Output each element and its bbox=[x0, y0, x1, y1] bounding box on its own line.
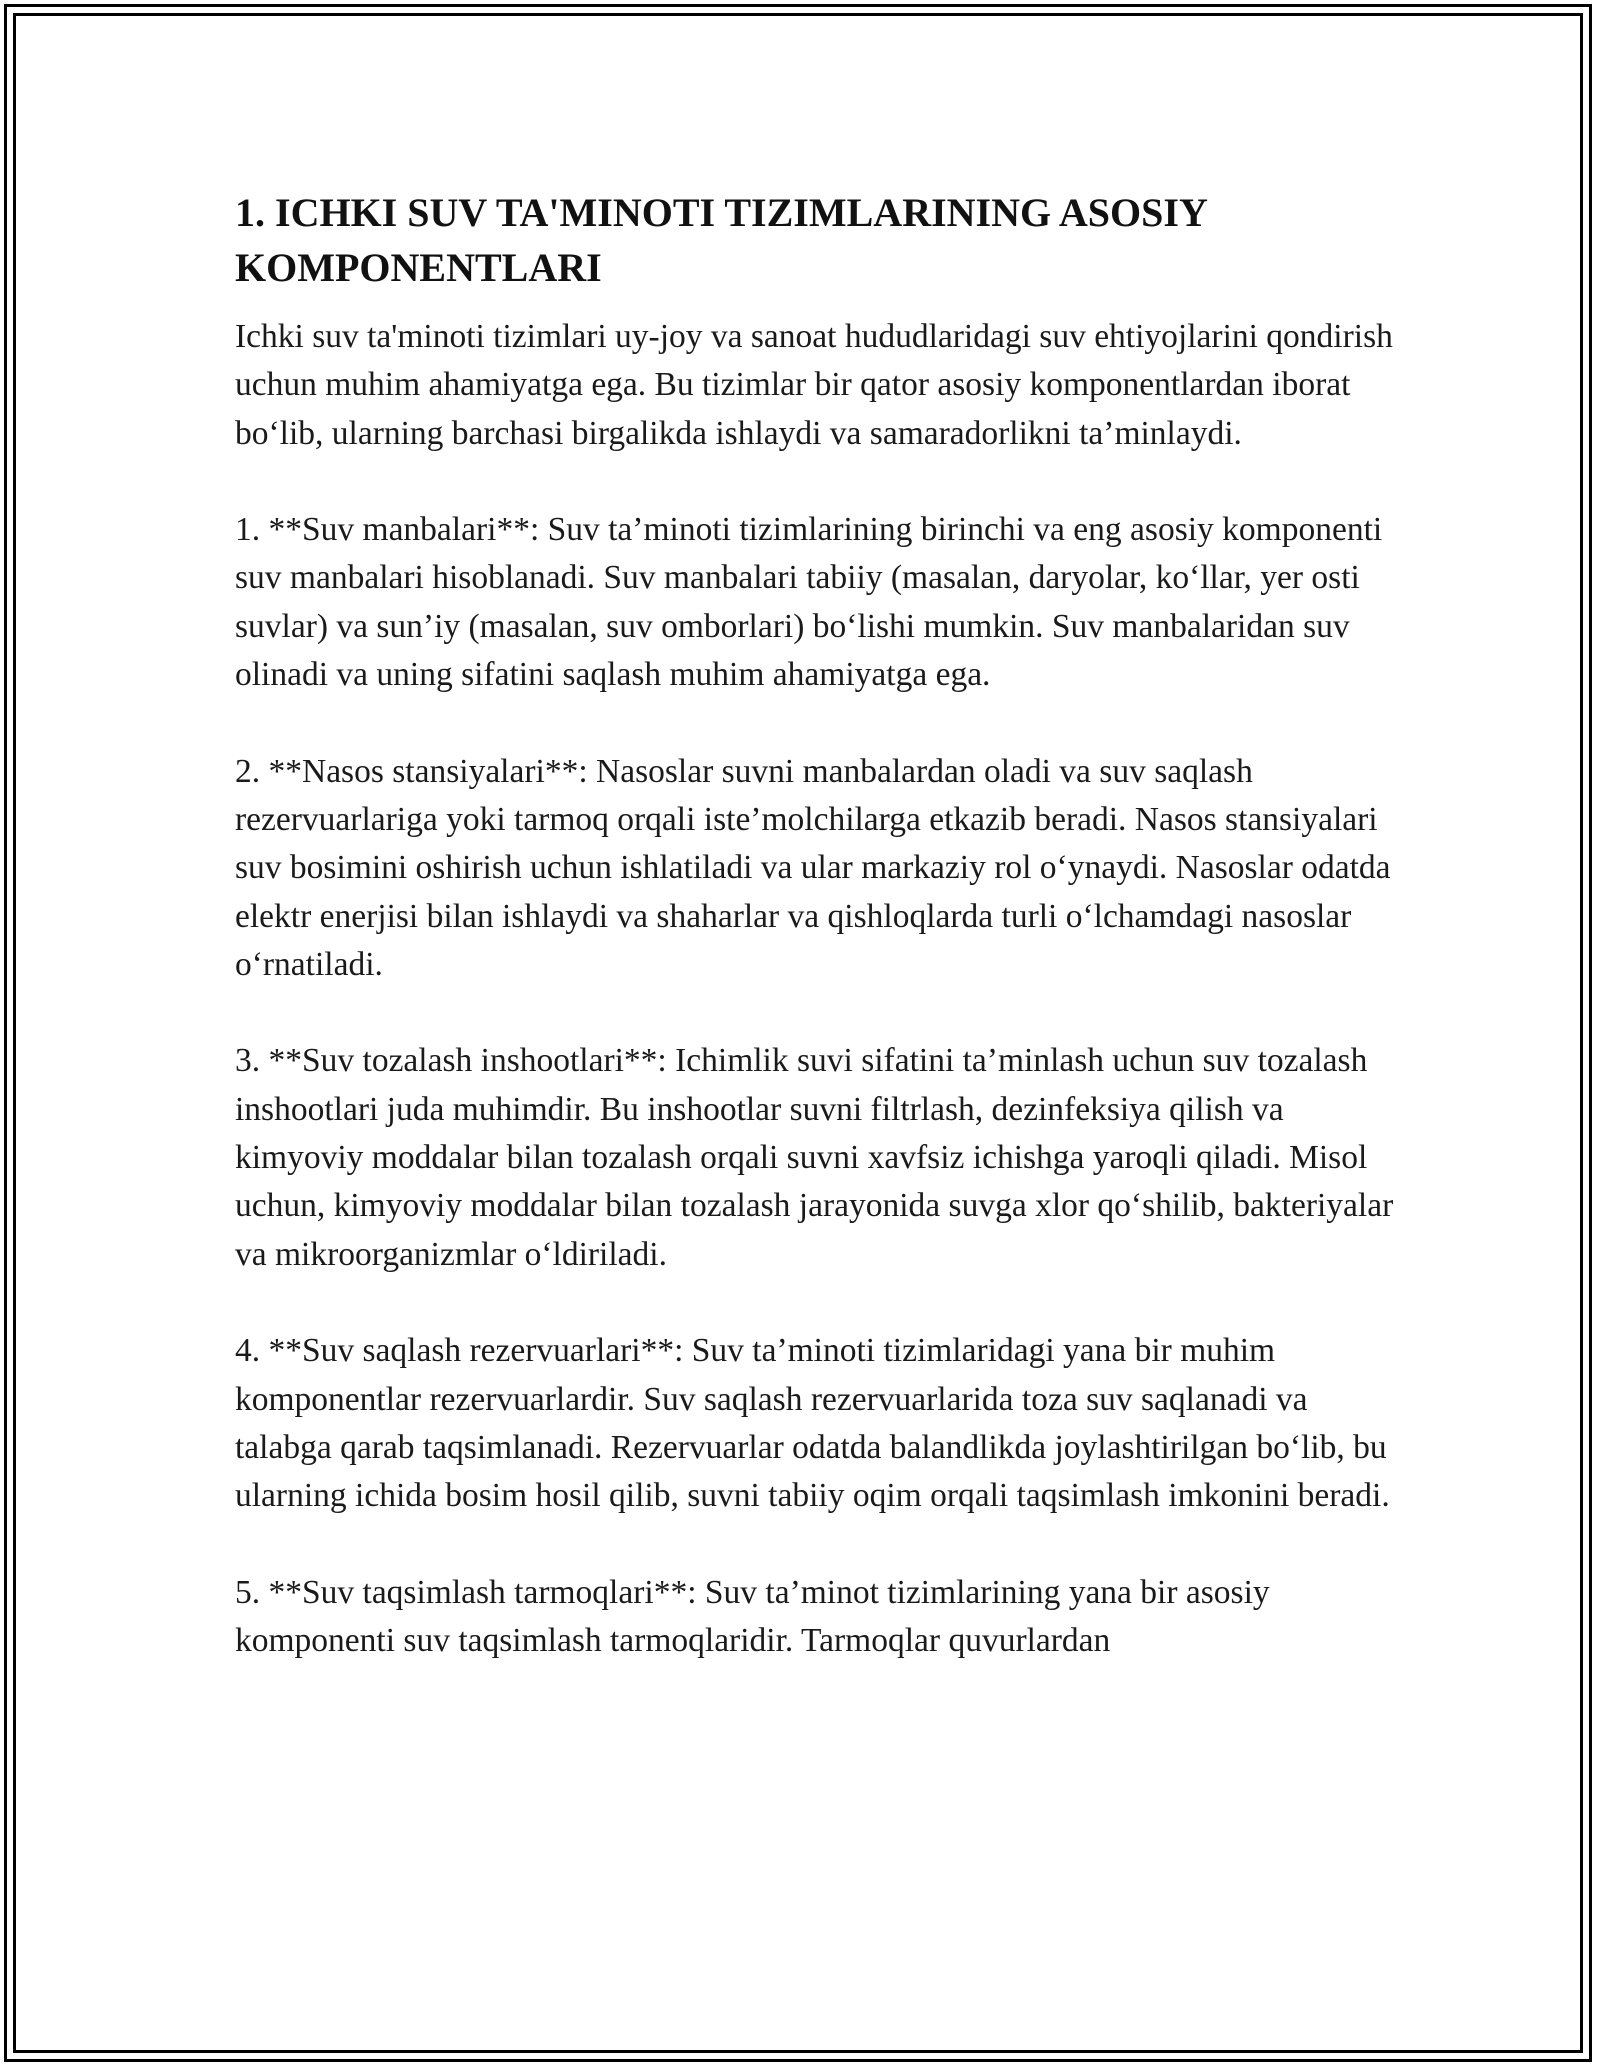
paragraph-storage-reservoirs: 4. **Suv saqlash rezervuarlari**: Suv ta’minoti tizimlaridagi yana bir muhim komponentlar rezervuarlardir. Suv saqlash rezervuarlarida toza suv saqlanadi va talabga qarab taqsimlanadi. Rezervuarlar odatda balandlikda joylashtirilgan bo‘lib, bu ularning ichida bosim hosil qilib, suvni tabiiy oqim orqali taqsimlash imkonini beradi. bbox=[235, 1332, 1390, 1515]
paragraph-distribution-networks: 5. **Suv taqsimlash tarmoqlari**: Suv ta’minot tizimlarining yana bir asosiy komponenti suv taqsimlash tarmoqlaridir. Tarmoqlar quvurlardan bbox=[235, 1573, 1270, 1660]
intro-paragraph: Ichki suv ta'minoti tizimlari uy-joy va sanoat hududlaridagi suv ehtiyojlarini qondirish uchun muhim ahamiyatga ega. Bu tizimlar bir qator asosiy komponentlardan iborat bo‘lib, ularning barchasi birgalikda ishlaydi va samaradorlikni ta’minlaydi. bbox=[235, 318, 1393, 452]
document-body bbox=[235, 185, 1395, 1714]
page-title: 1. ICHKI SUV TA'MINOTI TIZIMLARINING ASOSIY KOMPONENTLARI bbox=[235, 190, 1207, 290]
paragraph-pump-stations: 2. **Nasos stansiyalari**: Nasoslar suvni manbalardan oladi va suv saqlash rezervuarlariga yoki tarmoq orqali iste’molchilarga etkazib beradi. Nasos stansiyalari suv bosimini oshirish uchun ishlatiladi va ular markaziy rol o‘ynaydi. Nasoslar odatda elektr enerjisi bilan ishlaydi va shaharlar va qishloqlarda turli o‘lchamdagi nasoslar o‘rnatiladi. bbox=[235, 752, 1391, 983]
paragraph-treatment-facilities: 3. **Suv tozalash inshootlari**: Ichimlik suvi sifatini ta’minlash uchun suv tozalash inshootlari juda muhimdir. Bu inshootlar suvni filtrlash, dezinfeksiya qilish va kimyoviy moddalar bilan tozalash orqali suvni xavfsiz ichishga yaroqli qiladi. Misol uchun, kimyoviy moddalar bilan tozalash jarayonida suvga xlor qo‘shilib, bakteriyalar va mikroorganizmlar o‘ldiriladi. bbox=[235, 1042, 1394, 1273]
paragraph-water-sources: 1. **Suv manbalari**: Suv ta’minoti tizimlarining birinchi va eng asosiy komponenti suv manbalari hisoblanadi. Suv manbalari tabiiy (masalan, daryolar, ko‘llar, yer osti suvlar) va sun’iy (masalan, suv omborlari) bo‘lishi mumkin. Suv manbalaridan suv olinadi va uning sifatini saqlash muhim ahamiyatga ega. bbox=[235, 511, 1383, 694]
